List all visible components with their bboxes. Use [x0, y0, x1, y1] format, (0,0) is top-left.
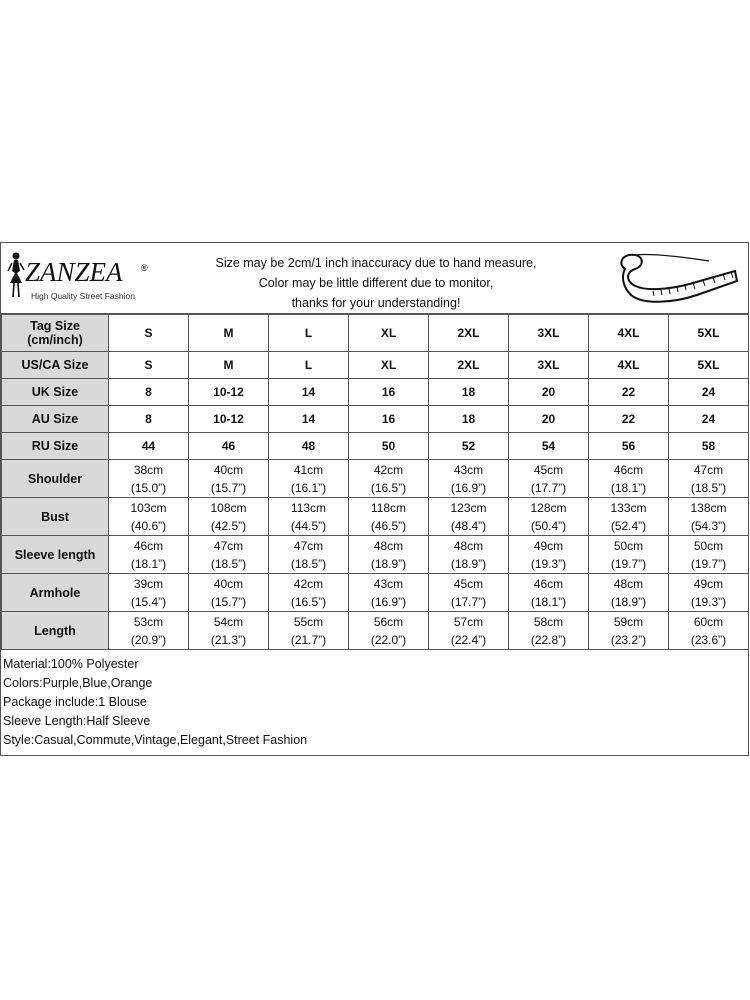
- measurement-cell: [669, 498, 749, 536]
- cm-value: 118cm: [370, 500, 407, 515]
- brand-tagline: High Quality Street Fashion: [31, 291, 135, 301]
- inch-value: (54.3”): [690, 518, 727, 533]
- size-cell: 14: [269, 379, 349, 406]
- registered-mark: ®: [141, 263, 148, 273]
- measurement-row: [2, 536, 749, 574]
- size-cell: 16: [349, 379, 429, 406]
- size-cell: 24: [669, 379, 749, 406]
- size-cell: 54: [509, 433, 589, 460]
- inch-value: (15.4”): [130, 594, 167, 609]
- cm-value: 40cm: [213, 462, 244, 477]
- notice-line: Size may be 2cm/1 inch inaccuracy due to hand measure,: [215, 256, 537, 270]
- measurement-cell: [589, 536, 669, 574]
- measurement-notice: [161, 253, 591, 313]
- colors-line: Colors:Purple,Blue,Orange: [3, 676, 153, 690]
- size-cell: 22: [589, 379, 669, 406]
- size-cell: 4XL: [589, 315, 669, 352]
- inch-value: (19.7”): [610, 556, 647, 571]
- size-row: [2, 352, 749, 379]
- measurement-cell: [349, 460, 429, 498]
- row-label: Armhole: [2, 574, 109, 612]
- size-cell: 8: [109, 406, 189, 433]
- size-table: [1, 314, 749, 650]
- measurement-cell: [189, 612, 269, 650]
- measurement-cell: [509, 574, 589, 612]
- inch-value: (22.8”): [530, 632, 567, 647]
- measurement-cell: [669, 612, 749, 650]
- size-cell: 8: [109, 379, 189, 406]
- measurement-cell: [189, 498, 269, 536]
- size-cell: XL: [349, 315, 429, 352]
- row-label: RU Size: [2, 433, 109, 460]
- size-cell: 2XL: [429, 352, 509, 379]
- cm-value: 48cm: [613, 576, 644, 591]
- measurement-cell: [189, 574, 269, 612]
- measurement-cell: [429, 498, 509, 536]
- size-cell: 5XL: [669, 315, 749, 352]
- cm-value: 48cm: [453, 538, 484, 553]
- size-cell: 3XL: [509, 315, 589, 352]
- measurement-cell: [109, 498, 189, 536]
- cm-value: 40cm: [213, 576, 244, 591]
- cm-value: 103cm: [130, 500, 167, 515]
- size-cell: 24: [669, 406, 749, 433]
- inch-value: (15.0”): [130, 480, 167, 495]
- size-cell: 52: [429, 433, 509, 460]
- inch-value: (18.1”): [530, 594, 567, 609]
- row-label: Sleeve length: [2, 536, 109, 574]
- inch-value: (22.4”): [450, 632, 487, 647]
- cm-value: 49cm: [693, 576, 724, 591]
- inch-value: (50.4”): [530, 518, 567, 533]
- cm-value: 46cm: [613, 462, 644, 477]
- measurement-cell: [429, 574, 509, 612]
- measurement-cell: [269, 612, 349, 650]
- inch-value: (22.0”): [370, 632, 407, 647]
- inch-value: (17.7”): [530, 480, 567, 495]
- measurement-cell: [269, 574, 349, 612]
- inch-value: (16.5”): [290, 594, 327, 609]
- size-chart: [0, 242, 749, 756]
- inch-value: (18.9”): [370, 556, 407, 571]
- inch-value: (23.6”): [690, 632, 727, 647]
- row-label: US/CA Size: [2, 352, 109, 379]
- cm-value: 50cm: [613, 538, 644, 553]
- size-row: [2, 433, 749, 460]
- inch-value: (15.7”): [210, 594, 247, 609]
- cm-value: 49cm: [533, 538, 564, 553]
- measurement-cell: [349, 574, 429, 612]
- measurement-cell: [109, 574, 189, 612]
- measurement-cell: [269, 536, 349, 574]
- size-cell: 4XL: [589, 352, 669, 379]
- row-label: Bust: [2, 498, 109, 536]
- measurement-cell: [429, 612, 509, 650]
- cm-value: 108cm: [210, 500, 247, 515]
- cm-value: 41cm: [293, 462, 324, 477]
- product-info: [3, 655, 307, 750]
- cm-value: 138cm: [690, 500, 727, 515]
- measurement-cell: [109, 612, 189, 650]
- size-cell: 44: [109, 433, 189, 460]
- measurement-cell: [669, 536, 749, 574]
- measurement-cell: [509, 498, 589, 536]
- brand-name: ZANZEA: [25, 257, 123, 287]
- inch-value: (23.2”): [610, 632, 647, 647]
- inch-value: (19.3”): [530, 556, 567, 571]
- measurement-row: [2, 498, 749, 536]
- inch-value: (52.4”): [610, 518, 647, 533]
- cm-value: 57cm: [453, 614, 484, 629]
- row-label: Length: [2, 612, 109, 650]
- inch-value: (18.5”): [690, 480, 727, 495]
- inch-value: (48.4”): [450, 518, 487, 533]
- size-cell: 18: [429, 406, 509, 433]
- material-line: Material:100% Polyester: [3, 657, 139, 671]
- measurement-cell: [669, 460, 749, 498]
- size-cell: L: [269, 352, 349, 379]
- measurement-cell: [429, 536, 509, 574]
- measurement-cell: [349, 612, 429, 650]
- row-label: Tag Size (cm/inch): [2, 315, 109, 352]
- measurement-cell: [589, 612, 669, 650]
- inch-value: (44.5”): [290, 518, 327, 533]
- inch-value: (15.7”): [210, 480, 247, 495]
- cm-value: 54cm: [213, 614, 244, 629]
- cm-value: 56cm: [373, 614, 404, 629]
- cm-value: 47cm: [293, 538, 324, 553]
- inch-value: (18.5”): [290, 556, 327, 571]
- inch-value: (18.9”): [450, 556, 487, 571]
- size-cell: 10-12: [189, 406, 269, 433]
- size-cell: 56: [589, 433, 669, 460]
- measurement-cell: [349, 536, 429, 574]
- size-cell: M: [189, 352, 269, 379]
- inch-value: (19.7”): [690, 556, 727, 571]
- size-cell: S: [109, 315, 189, 352]
- size-cell: 5XL: [669, 352, 749, 379]
- size-chart-header: [1, 243, 748, 314]
- measurement-cell: [189, 536, 269, 574]
- measurement-cell: [509, 536, 589, 574]
- size-cell: 18: [429, 379, 509, 406]
- inch-value: (21.7”): [290, 632, 327, 647]
- cm-value: 128cm: [530, 500, 567, 515]
- measurement-cell: [269, 460, 349, 498]
- cm-value: 50cm: [693, 538, 724, 553]
- inch-value: (18.9”): [610, 594, 647, 609]
- cm-value: 113cm: [290, 500, 327, 515]
- measurement-cell: [269, 498, 349, 536]
- inch-value: (21.3”): [210, 632, 247, 647]
- inch-value: (18.1”): [130, 556, 167, 571]
- cm-value: 47cm: [213, 538, 244, 553]
- size-cell: S: [109, 352, 189, 379]
- row-label: AU Size: [2, 406, 109, 433]
- cm-value: 133cm: [610, 500, 647, 515]
- cm-value: 58cm: [533, 614, 564, 629]
- package-line: Package include:1 Blouse: [3, 695, 147, 709]
- inch-value: (16.1”): [290, 480, 327, 495]
- inch-value: (16.9”): [370, 594, 407, 609]
- cm-value: 48cm: [373, 538, 404, 553]
- cm-value: 47cm: [693, 462, 724, 477]
- measurement-cell: [189, 460, 269, 498]
- inch-value: (42.5”): [210, 518, 247, 533]
- cm-value: 43cm: [373, 576, 404, 591]
- measurement-cell: [429, 460, 509, 498]
- size-cell: 50: [349, 433, 429, 460]
- size-cell: XL: [349, 352, 429, 379]
- inch-value: (46.5”): [370, 518, 407, 533]
- cm-value: 123cm: [450, 500, 487, 515]
- measurement-cell: [509, 460, 589, 498]
- size-cell: 58: [669, 433, 749, 460]
- size-cell: 20: [509, 379, 589, 406]
- row-label: UK Size: [2, 379, 109, 406]
- size-cell: M: [189, 315, 269, 352]
- inch-value: (18.5”): [210, 556, 247, 571]
- size-cell: 2XL: [429, 315, 509, 352]
- size-cell: L: [269, 315, 349, 352]
- notice-line: thanks for your understanding!: [291, 296, 461, 310]
- cm-value: 53cm: [133, 614, 164, 629]
- cm-value: 43cm: [453, 462, 484, 477]
- cm-value: 45cm: [533, 462, 564, 477]
- inch-value: (19.3”): [690, 594, 727, 609]
- size-cell: 16: [349, 406, 429, 433]
- cm-value: 46cm: [133, 538, 164, 553]
- measurement-row: [2, 574, 749, 612]
- size-row: [2, 406, 749, 433]
- cm-value: 59cm: [613, 614, 644, 629]
- cm-value: 38cm: [133, 462, 164, 477]
- measurement-cell: [109, 536, 189, 574]
- cm-value: 55cm: [293, 614, 324, 629]
- inch-value: (40.6”): [130, 518, 167, 533]
- inch-value: (17.7”): [450, 594, 487, 609]
- size-cell: 10-12: [189, 379, 269, 406]
- cm-value: 42cm: [293, 576, 324, 591]
- size-cell: 14: [269, 406, 349, 433]
- size-cell: 3XL: [509, 352, 589, 379]
- measurement-cell: [509, 612, 589, 650]
- measurement-cell: [109, 460, 189, 498]
- cm-value: 60cm: [693, 614, 724, 629]
- measurement-cell: [349, 498, 429, 536]
- measuring-tape-icon: [613, 249, 743, 309]
- cm-value: 46cm: [533, 576, 564, 591]
- inch-value: (18.1”): [610, 480, 647, 495]
- size-row: [2, 379, 749, 406]
- inch-value: (16.9”): [450, 480, 487, 495]
- measurement-cell: [589, 460, 669, 498]
- notice-line: Color may be little different due to monitor,: [258, 276, 494, 290]
- size-cell: 46: [189, 433, 269, 460]
- size-cell: 22: [589, 406, 669, 433]
- measurement-row: [2, 460, 749, 498]
- inch-value: (20.9”): [130, 632, 167, 647]
- measurement-row: [2, 612, 749, 650]
- measurement-cell: [669, 574, 749, 612]
- brand-logo: [5, 251, 165, 307]
- woman-silhouette-icon: [5, 251, 27, 301]
- row-label: Shoulder: [2, 460, 109, 498]
- measurement-cell: [589, 574, 669, 612]
- size-row: [2, 315, 749, 352]
- sleeve-length-line: Sleeve Length:Half Sleeve: [3, 714, 151, 728]
- size-cell: 48: [269, 433, 349, 460]
- cm-value: 42cm: [373, 462, 404, 477]
- measurement-cell: [589, 498, 669, 536]
- inch-value: (16.5”): [370, 480, 407, 495]
- cm-value: 39cm: [133, 576, 164, 591]
- size-cell: 20: [509, 406, 589, 433]
- style-line: Style:Casual,Commute,Vintage,Elegant,Street Fashion: [3, 733, 308, 747]
- cm-value: 45cm: [453, 576, 484, 591]
